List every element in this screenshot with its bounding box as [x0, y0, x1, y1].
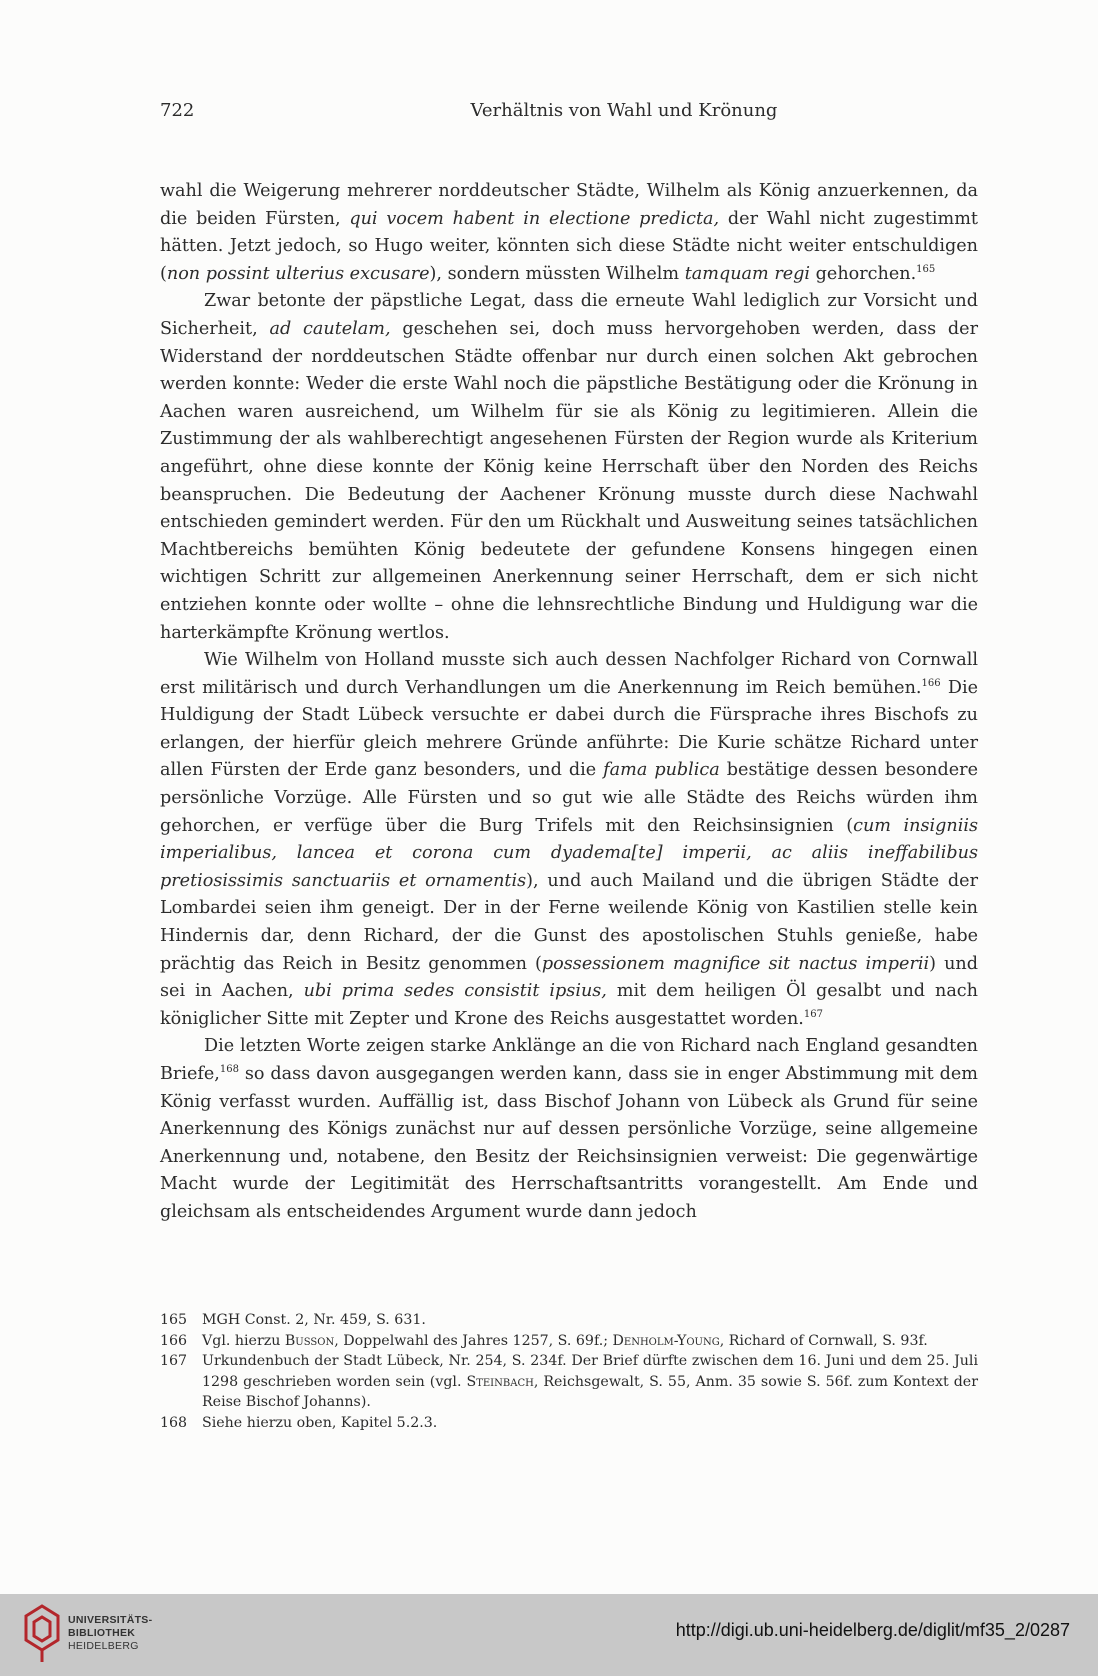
footnote-168 — [160, 1413, 978, 1434]
footnote-ref-166[interactable]: 166 — [921, 677, 941, 689]
paragraph-4: Die letzten Worte zeigen starke Anklänge an die von Richard nach England gesandten Briefe,$^{168}$ so dass davon ausgegangen werden kann, dass sie in enger Abstimmung mit dem König verfasst wurden. Auffällig ist, dass Bischof Johann von Lübeck als Grund für seine Anerkennung des Königs zunächst nur auf dessen persönliche Vorzüge, seine allgemeine Anerkennung und, notabene, den Besitz der Reichsinsignien verweist: Die gegenwärtige Macht wurde der Legitimität des Herrschaftsantritts vorangestellt. Am Ende und gleichsam als entscheidendes Argument wurde dann jedoch — [160, 1036, 978, 1222]
library-logo-icon[interactable] — [20, 1602, 64, 1666]
footnote-number: 166 — [160, 1332, 188, 1349]
footnote-text: Vgl. hierzu Busson, Doppelwahl des Jahres 1257, S. 69f.; Denholm-Young, Richard of Cornwall, S. 93f. — [202, 1332, 928, 1349]
page-number: 722 — [160, 100, 195, 121]
footnote-165 — [160, 1310, 978, 1331]
footnote-166 — [160, 1331, 978, 1352]
source-url-link[interactable]: http://digi.ub.uni-heidelberg.de/diglit/mf35_2/0287 — [675, 1620, 1070, 1640]
footnote-ref-167[interactable]: 167 — [803, 1008, 823, 1020]
footnote-ref-168[interactable]: 168 — [219, 1064, 239, 1076]
library-line-3: HEIDELBERG — [68, 1640, 139, 1652]
running-title: Verhältnis von Wahl und Krönung — [470, 100, 778, 121]
paragraph-1: wahl die Weigerung mehrerer norddeutscher Städte, Wilhelm als König anzuerkennen, da die beiden Fürsten, qui vocem habent in electione predicta, der Wahl nicht zugestimmt hätten. Jetzt jedoch, so Hugo weiter, könnten sich diese Städte nicht weiter entschuldigen (non possint ulterius excusare), sondern müssten Wilhelm tamquam regi gehorchen.$^{165}$ — [160, 181, 978, 284]
library-line-1: UNIVERSITÄTS- — [68, 1614, 153, 1626]
page-header — [160, 100, 978, 130]
footnote-number: 168 — [160, 1414, 188, 1431]
paragraph-2: Zwar betonte der päpstliche Legat, dass die erneute Wahl lediglich zur Vorsicht und Sicherheit, ad cautelam, geschehen sei, doch muss hervorgehoben werden, dass der Widerstand der norddeutschen Städte offenbar nur durch einen solchen Akt gebrochen werden konnte: Weder die erste Wahl noch die päpstliche Bestätigung oder die Krönung in Aachen waren ausreichend, um Wilhelm für sie als König zu legitimieren. Allein die Zustimmung der als wahlberechtigt angesehenen Fürsten der Region wurde als Kriterium angeführt, ohne diese konnte der König keine Herrschaft über den Norden des Reichs beanspruchen. Die Bedeutung der Aachener Krönung musste durch diese Nachwahl entschieden gemindert werden. Für den um Rückhalt und Ausweitung seines tatsächlichen Machtbereichs bemühten König bedeutete der gefundene Konsens hingegen einen wichtigen Schritt zur allgemeinen Anerkennung seiner Herrschaft, dem er sich nicht entziehen konnte oder wollte – ohne die lehnsrechtliche Bindung und Huldigung war die harterkämpfte Krönung wertlos. — [160, 291, 978, 643]
paragraph-3: Wie Wilhelm von Holland musste sich auch dessen Nachfolger Richard von Cornwall erst militärisch und durch Verhandlungen um die Anerkennung im Reich bemühen.$^{166}$ Die Huldigung der Stadt Lübeck versuchte er dabei durch die Fürsprache ihres Bischofs zu erlangen, der hierfür gleich mehrere Gründe anführte: Die Kurie schätze Richard unter allen Fürsten der Erde ganz besonders, und die fama publica bestätige dessen besondere persönliche Vorzüge. Alle Fürsten und so gut wie alle Städte des Reichs würden ihm gehorchen, er verfüge über die Burg Trifels mit den Reichsinsignien (cum insigniis imperialibus, lancea et corona cum dyadema[te] imperii, ac aliis ineffabilibus pretiosissimis sanctuariis et ornamentis), und auch Mailand und die übrigen Städte der Lombardei seien ihm geneigt. Der in der Ferne weilende König von Kastilien stelle kein Hindernis dar, denn Richard, der die Gunst des apostolischen Stuhls genieße, habe prächtig das Reich in Besitz genommen (possessionem magnifice sit nactus imperii) und sei in Aachen, ubi prima sedes consistit ipsius, mit dem heiligen Öl gesalbt und nach königlicher Sitte mit Zepter und Krone des Reichs ausgestattet worden.$^{167}$ — [160, 650, 978, 1029]
footnote-text: Siehe hierzu oben, Kapitel 5.2.3. — [202, 1414, 438, 1431]
footnote-text: MGH Const. 2, Nr. 459, S. 631. — [202, 1312, 426, 1328]
viewer-footer — [0, 1594, 1098, 1676]
footnote-number: 167 — [160, 1353, 188, 1370]
footnote-ref-165[interactable]: 165 — [916, 263, 936, 275]
footnote-number: 165 — [160, 1312, 188, 1328]
library-line-2: BIBLIOTHEK — [68, 1627, 136, 1639]
library-name[interactable] — [68, 1614, 152, 1653]
footnote-167 — [160, 1351, 978, 1413]
footnote-text: Urkundenbuch der Stadt Lübeck, Nr. 254, S. 234f. Der Brief dürfte zwischen dem 16. Juni und dem 25. Juli 1298 geschrieben worden sein (vgl. Steinbach, Reichsgewalt, S. 55, Anm. 35 sowie S. 56f. zum Kontext der Reise Bischof Johanns). — [202, 1353, 978, 1411]
body-text — [160, 178, 978, 1227]
footnotes — [160, 1310, 978, 1434]
